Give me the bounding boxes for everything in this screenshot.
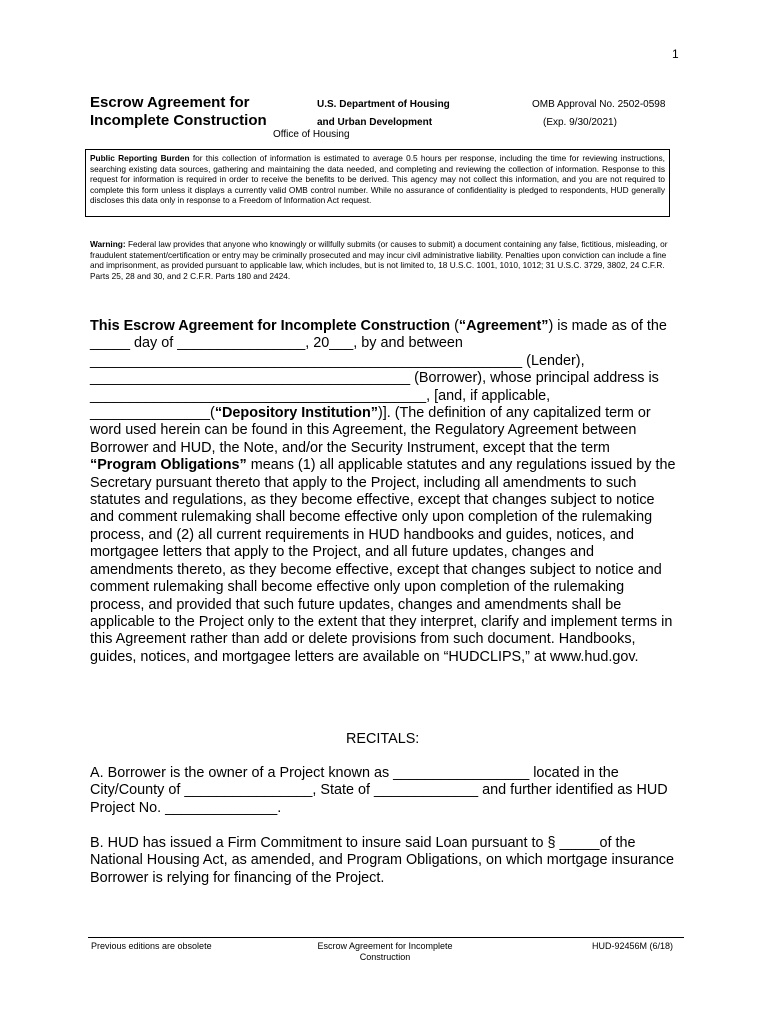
form-title-line2: Incomplete Construction bbox=[90, 112, 267, 129]
agency-name-line1: U.S. Department of Housing bbox=[317, 99, 450, 110]
recital-b: B. HUD has issued a Firm Commitment to insure said Loan pursuant to § _____of the National Housing Act, as amended, and Program Obligations, on which mortgage insurance Borrower is relying for financing of the Project. bbox=[90, 835, 674, 886]
depository-term: “Depository Institution” bbox=[214, 405, 378, 422]
agreement-paren: ( bbox=[450, 318, 459, 334]
office-name: Office of Housing bbox=[273, 129, 350, 140]
recital-a: A. Borrower is the owner of a Project known as _________________ located in the City/County of ________________, State of _____________ and further identified as HUD Project No. ______________. bbox=[90, 765, 668, 816]
recitals-heading: RECITALS: bbox=[346, 731, 420, 747]
burden-text: for this collection of information is estimated to average 0.5 hours per response, including the time for reviewing instructions, searching existing data sources, gathering and maintaining the data needed, and completing and reviewing the collection of information. Response to this request for information is required in order to receive the benefits to be derived. This agency may not collect this information, and you are not required to complete this form unless it displays a currently valid OMB control number. While no assurance of confidentiality is pledged to respondents, HUD generally discloses this data only in response to a Freedom of Information Act request. bbox=[90, 153, 665, 206]
page-number: 1 bbox=[672, 47, 679, 61]
agreement-text-2: )]. (The definition of any capitalized term or word used herein can be found in this Agreement, the Regulatory Agreement between Borrower and HUD, the Note, and/or the Security Instrument, except that the term bbox=[90, 405, 651, 456]
footer-title-line1: Escrow Agreement for Incomplete bbox=[317, 941, 453, 951]
footer-form-number: HUD-92456M (6/18) bbox=[592, 941, 674, 951]
burden-label: Public Reporting Burden bbox=[90, 153, 190, 163]
agreement-text-1: ) is made as of the _____ day of ________________, 20___, by and between ______________________________________________________ (Lender), ________________________________________ (Borrower), whose principal address is __________________________________________, [and, if applicable, _______________( bbox=[90, 318, 667, 422]
form-title-line1: Escrow Agreement for bbox=[90, 94, 250, 111]
warning-label: Warning: bbox=[90, 239, 126, 249]
footer-obsolete-note: Previous editions are obsolete bbox=[91, 941, 212, 951]
agency-name-line2: and Urban Development bbox=[317, 117, 433, 128]
public-reporting-burden-box bbox=[85, 149, 670, 217]
footer-divider bbox=[88, 937, 684, 938]
omb-approval-number: OMB Approval No. 2502-0598 bbox=[532, 99, 666, 110]
agreement-text-3: means (1) all applicable statutes and any regulations issued by the Secretary pursuant thereto that apply to the Project, including all amendments to such statutes and regulations, as they become effective, except that changes subject to notice and comment rulemaking shall become effective only upon completion of the rulemaking process, and (2) all current requirements in HUD handbooks and guides, notices, and mortgagee letters that apply to the Project, and all future updates, changes and amendments thereto, as they become effective, except that changes subject to notice and comment rulemaking shall become effective only upon completion of the rulemaking process, and provided that such future updates, changes and amendments shall be applicable to the Project only to the extent that they interpret, clarify and implement terms in this Agreement rather than add or delete provisions from such document. Handbooks, guides, notices, and mortgagee letters are available on “HUDCLIPS,” at www.hud.gov. bbox=[90, 457, 676, 665]
agreement-intro: This Escrow Agreement for Incomplete Construction bbox=[90, 318, 451, 334]
warning-text: Federal law provides that anyone who knowingly or willfully submits (or causes to submit) a document containing any false, fictitious, misleading, or fraudulent statement/certification or entry may be criminally prosecuted and may incur civil administrative liability. Penalties upon conviction can include a fine and imprisonment, as provided pursuant to applicable law, which includes, but is not limited to, 18 U.S.C. 1001, 1010, 1012; 31 U.S.C. 3729, 3802, 24 C.F.R. Parts 25, 28 and 30, and 2 C.F.R. Parts 180 and 2424. bbox=[90, 239, 668, 281]
agreement-paragraph bbox=[90, 318, 678, 666]
footer-title-line2: Construction bbox=[359, 952, 411, 962]
warning-notice bbox=[90, 239, 672, 281]
footer-form-title bbox=[300, 941, 470, 963]
program-obligations-term: “Program Obligations” bbox=[90, 457, 247, 474]
omb-expiration: (Exp. 9/30/2021) bbox=[543, 117, 617, 128]
agreement-term: “Agreement” bbox=[458, 318, 549, 334]
